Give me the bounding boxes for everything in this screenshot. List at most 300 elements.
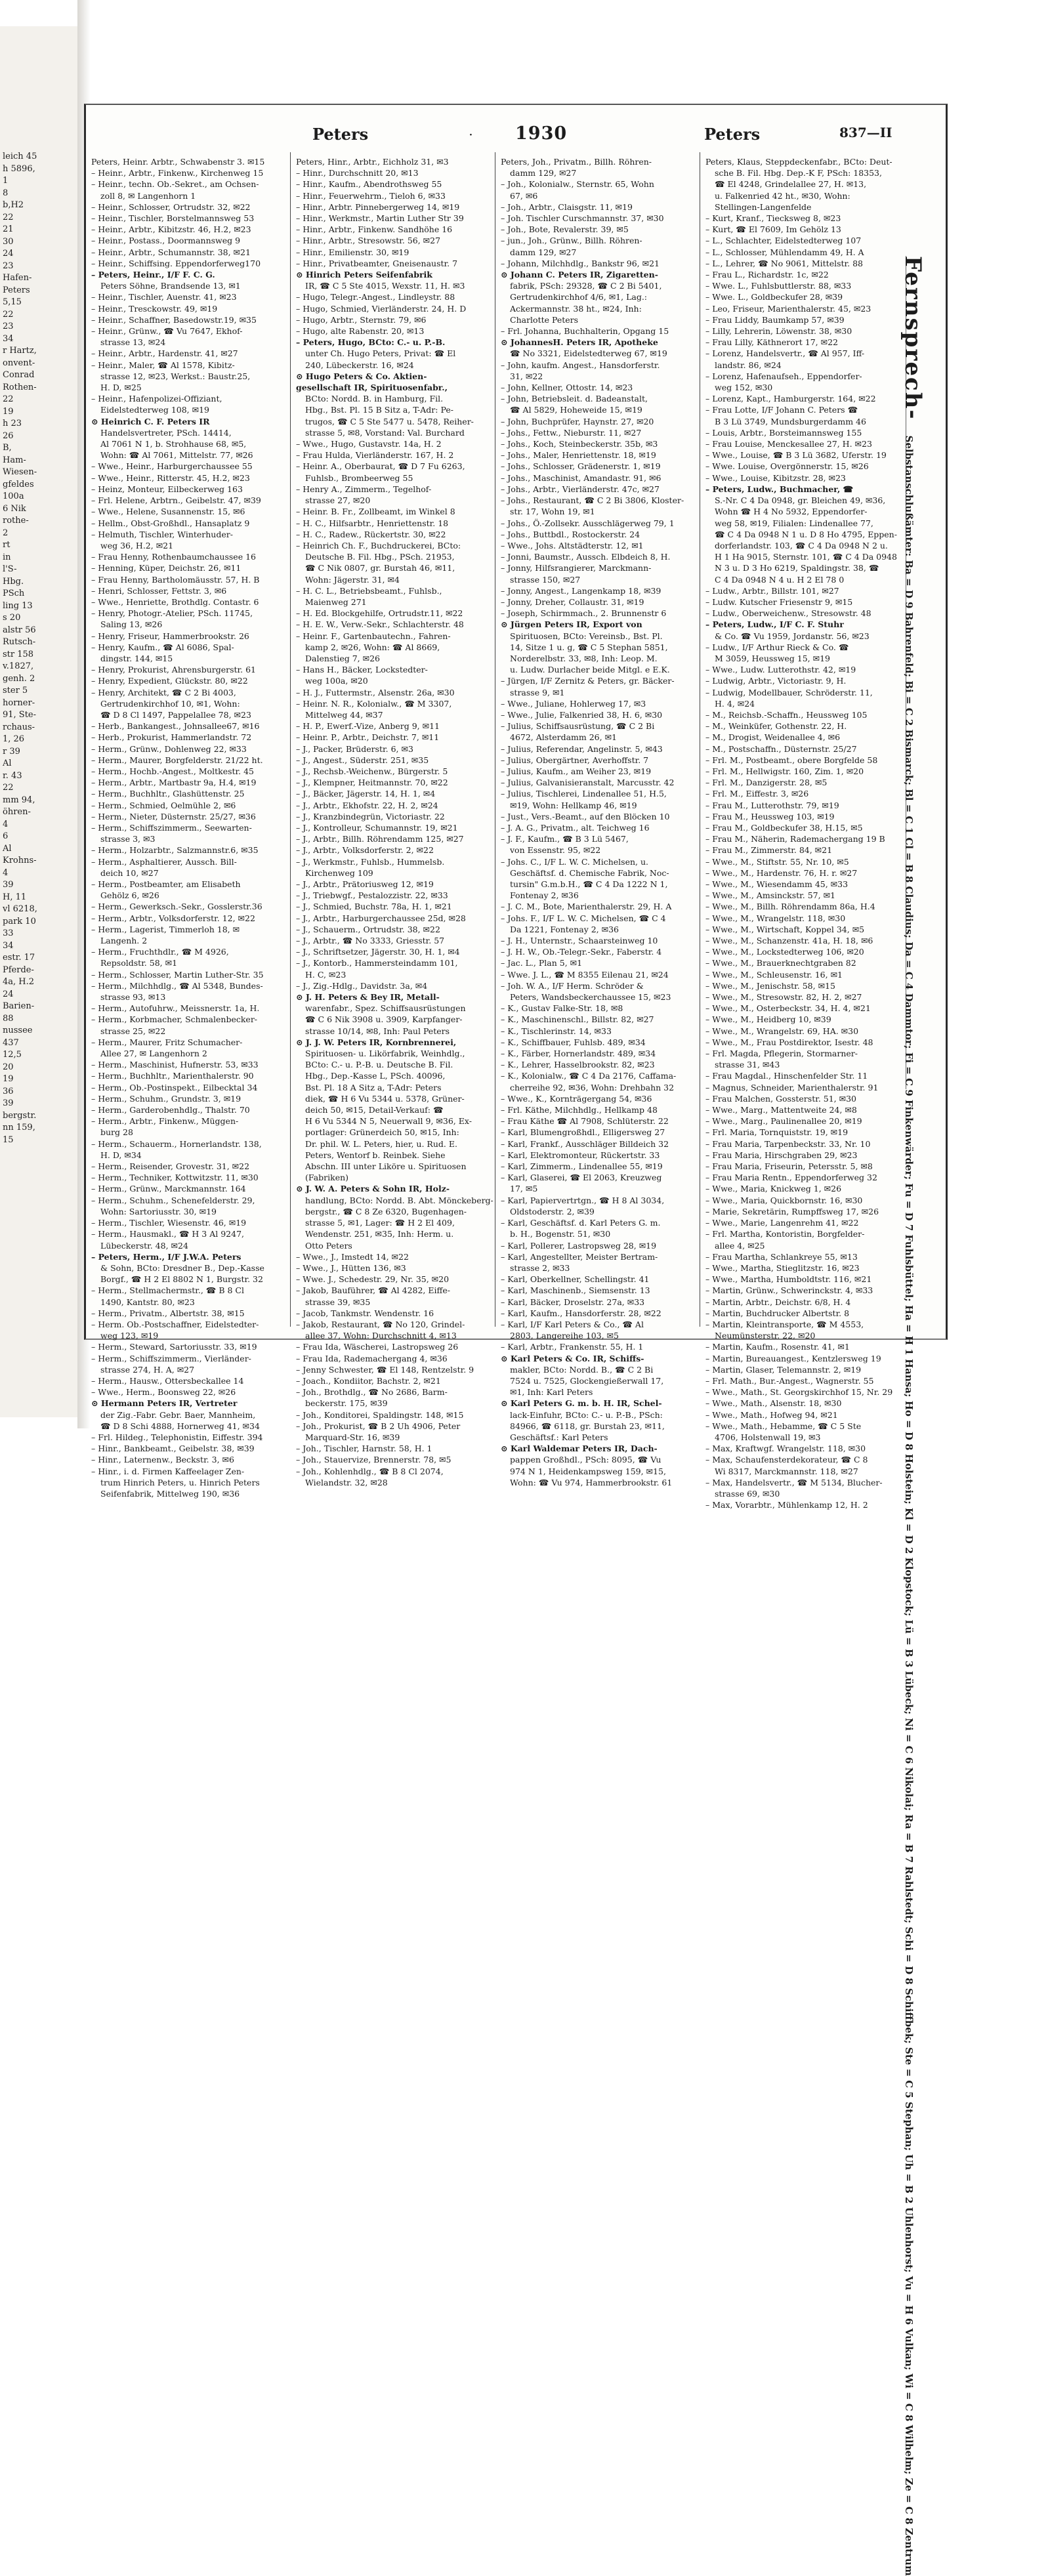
directory-entry: – Ludw., Oberweichenw., Stresowstr. 48 (705, 608, 872, 619)
previous-page-line: in (3, 552, 11, 562)
directory-entry: – J., Schmied, Buchstr. 78a, H. 1, ✉21 (296, 902, 452, 912)
directory-entry: – J., Rechsb.-Weichenw., Bürgerstr. 5 (296, 766, 448, 776)
directory-entry: Peters, Wandsbeckerchaussee 15, ✉23 (510, 992, 671, 1003)
directory-entry: – Wwe., Math., St. Georgskirchhof 15, Nr. 29 (705, 1387, 893, 1398)
directory-entry: handlung, BCto: Nordd. B. Abt. Mönckeberg- (305, 1195, 494, 1205)
directory-entry: – Frau M., Lutterothstr. 79, ✉19 (705, 800, 839, 810)
directory-entry: Wielandstr. 32, ✉28 (305, 1477, 388, 1487)
directory-entry: – Heinr. N. R., Kolonialw., ☎ M 3307, (296, 698, 452, 709)
directory-entry: Otto Peters (305, 1240, 352, 1251)
directory-entry: BCto: C.- u. P.-B. u. Deutsche B. Fil. (305, 1060, 453, 1070)
directory-entry: – Frau M., Heussweg 103, ✉19 (705, 811, 835, 821)
directory-entry: 240, Lübeckerstr. 16, ✉24 (305, 360, 414, 370)
directory-entry: ✉1, Inh: Karl Peters (510, 1387, 593, 1398)
directory-entry: – Wwe., M., Schleusenstr. 16, ✉1 (705, 969, 843, 980)
directory-entry: weg 152, ✉30 (715, 383, 773, 393)
directory-entry: – Herm., Korbmacher, Schmalenbecker- (91, 1014, 258, 1025)
firm-entry: gesellschaft IR, Spirituosenfabr., (296, 383, 448, 393)
directory-entry: – Frau Liddy, Baumkamp 57, ✉39 (705, 314, 845, 325)
directory-entry: – Wwe., Marie, Langenrehm 41, ✉22 (705, 1218, 859, 1228)
directory-entry: – Martin, Bureauangest., Kentzlersweg 19 (705, 1353, 881, 1363)
directory-entry: – Herm., Stellmachermstr., ☎ B 8 Cl (91, 1285, 244, 1296)
directory-entry: – Wwe., M., Wiesendamm 45, ✉33 (705, 879, 849, 889)
directory-entry: Dalenstieg 7, ✉26 (305, 653, 381, 663)
directory-entry: – Heinr., Schaffner, Basedowstr.19, ✉35 (91, 314, 257, 325)
previous-page-line: 4 (3, 819, 9, 829)
directory-entry: – Joh., Arbtr., Claisgstr. 11, ✉19 (501, 201, 633, 212)
directory-entry: – Wwe., Juliane, Hohlerweg 17, ✉3 (501, 698, 646, 709)
directory-entry: – Lorenz, Handelsvertr., ☎ Al 957, Iff- (705, 348, 865, 359)
previous-page-line: 15 (3, 1134, 14, 1145)
directory-entry: – Max, Schaufensterdekorateur, ☎ C 8 (705, 1455, 868, 1465)
directory-entry: strasse 93, ✉13 (100, 992, 166, 1003)
directory-entry: – Jonni, Baumstr., Aussch. Elbdeich 8, H. (501, 552, 671, 562)
directory-entry: – Heinr. P., Arbtr., Deichstr. 7, ✉11 (296, 732, 440, 743)
previous-page-line: 91, Ste- (3, 710, 37, 720)
directory-entry: – Leo, Friseur, Marienthalerstr. 45, ✉23 (705, 303, 872, 314)
directory-entry: – Karl, Frankf., Ausschläger Billdeich 32 (501, 1138, 669, 1149)
previous-page-line: Hbg. (3, 576, 24, 587)
directory-entry: – Hans H., Bäcker, Lockstedter- (296, 665, 428, 675)
directory-entry: – Herm., Hochb.-Angest., Moltkestr. 45 (91, 766, 254, 776)
directory-entry: – H. Ed. Blockgehilfe, Ortrudstr.11, ✉22 (296, 608, 463, 619)
previous-page-line: 36 (3, 1086, 14, 1096)
directory-entry: – Joh. W. A., I/F Herm. Schröder & (501, 980, 644, 991)
directory-entry: – Wwe. J., Schedestr. 29, Nr. 35, ✉20 (296, 1274, 450, 1285)
directory-entry: allee 4, ✉25 (715, 1240, 765, 1251)
directory-entry: – Frau M., Näherin, Rademachergang 19 B (705, 834, 885, 844)
directory-entry: weg 58, ✉19, Filialen: Lindenallee 77, (715, 518, 873, 528)
directory-entry: – Wwe., K., Kornträgergang 54, ✉36 (501, 1093, 652, 1104)
previous-page-line: Conrad (3, 370, 35, 380)
directory-entry: – Julius, Kaufm., am Weiher 23, ✉19 (501, 766, 652, 776)
directory-entry: Mittelweg 44, ✉37 (305, 709, 383, 720)
directory-entry: – Wwe., Math., Hofweg 94, ✉21 (705, 1409, 838, 1420)
previous-page-line: 437 (3, 1037, 19, 1048)
directory-entry: warenfabr., Spez. Schiffsausrüstungen (305, 1003, 466, 1014)
directory-entry: H. 4, ✉24 (715, 698, 755, 709)
previous-page-line: 22 (3, 783, 14, 793)
directory-entry: – Ludw., I/F Arthur Rieck & Co. ☎ (705, 642, 849, 652)
previous-page-line: r. 43 (3, 770, 22, 781)
directory-entry: – J., Arbtr., Harburgerchaussee 25d, ✉28 (296, 913, 466, 923)
directory-entry: Hbg., Dep.-Kasse L, PSch. 40096, (305, 1071, 446, 1081)
directory-entry: – Martin, Glaser, Telemannstr. 2, ✉19 (705, 1364, 862, 1375)
directory-entry: – Wwe., M., Stresowstr. 82, H. 2, ✉27 (705, 992, 862, 1003)
directory-entry: – Wwe., Louise, Kibitzstr. 28, ✉23 (705, 472, 846, 483)
directory-entry: – Martin, Kleintransporte, ☎ M 4553, (705, 1319, 864, 1329)
directory-entry: strasse 12, ✉23, Werkst.: Baustr.25, (100, 371, 251, 381)
directory-entry: – Heinr., Tischler, Borstelmannsweg 53 (91, 213, 255, 224)
previous-page-line: bergstr. (3, 1110, 37, 1121)
previous-page-line: Barien- (3, 1001, 35, 1011)
directory-entry: – Frau Louise, Menckesallee 27, H. ✉23 (705, 439, 872, 449)
directory-entry: – Wwe., Johs. Altstädterstr. 12, ✉1 (501, 540, 644, 551)
previous-page-line: 21 (3, 224, 14, 234)
directory-entry: – Jenny Schwester, ☎ El 148, Rentzelstr. 9 (296, 1364, 474, 1375)
column-3 (495, 152, 700, 1487)
directory-entry: Fuhlsb., Brombeerweg 55 (305, 472, 413, 483)
previous-page-line: genh. 2 (3, 673, 35, 684)
directory-entry: B 3 Lü 3749, Mundsburgerdamm 46 (715, 416, 866, 426)
directory-entry: der Zig.-Fabr. Gebr. Baer, Mannheim, (100, 1409, 256, 1420)
directory-entry: – Wwe., M., Amsinckstr. 57, ✉1 (705, 890, 835, 901)
directory-entry: – Herm., Schlosser, Martin Luther-Str. 35 (91, 969, 264, 980)
directory-entry: – Hinr., Durchschnitt 20, ✉13 (296, 168, 419, 178)
directory-entry: – J., Angest., Süderstr. 251, ✉35 (296, 755, 429, 765)
directory-entry: – Heinr., Arbtr., Finkenw., Kirchenweg 15 (91, 168, 264, 178)
directory-entry: – Wwe., M., Lockstedterweg 106, ✉20 (705, 947, 864, 957)
directory-entry: – Max, Handelsvertr., ☎ M 5134, Blucher- (705, 1477, 883, 1487)
previous-page-line: 6 (3, 831, 9, 841)
directory-entry: – Johs., Buttbdl., Rostockerstr. 24 (501, 529, 640, 539)
directory-entry: – J. C. M., Bote, Marienthalerstr. 29, H. A (501, 902, 672, 912)
directory-entry: – Wwe. Louise, Overgönnerstr. 15, ✉26 (705, 461, 869, 472)
directory-entry: – Heinr., Postass., Doormannsweg 9 (91, 236, 241, 246)
directory-entry: – Henry, Friseur, Hammerbrookstr. 26 (91, 631, 249, 641)
directory-entry: – Herm., Asphaltierer, Aussch. Bill- (91, 856, 237, 867)
directory-entry: – Johs., Ö.-Zollsekr. Ausschlägerweg 79, 1 (501, 518, 675, 528)
directory-entry: strasse 69, ✉30 (715, 1488, 780, 1499)
directory-entry: dingstr. 144, ✉15 (100, 653, 173, 663)
directory-entry: – Hinr., Werkmstr., Martin Luther Str 39 (296, 213, 464, 224)
directory-entry: – Julius, Referendar, Angelinstr. 5, ✉43 (501, 743, 663, 754)
directory-entry: u. Falkenried 42 ht., ✉30, Wohn: (715, 190, 850, 201)
directory-entry: landstr. 86, ✉24 (715, 360, 782, 370)
previous-page-lines (3, 151, 75, 1146)
directory-entry: – J., Arbtr., ☎ No 3333, Griesstr. 57 (296, 936, 445, 946)
directory-entry: Dr. phil. W. L. Peters, hier, u. Rud. E. (305, 1138, 457, 1149)
previous-page-line: 12,5 (3, 1050, 22, 1060)
directory-entry: – Hinr., Emilienstr. 30, ✉19 (296, 247, 410, 257)
directory-entry: – J. H. W., Ob.-Telegr.-Sekr., Faberstr. 4 (501, 947, 662, 957)
directory-entry: – Herm., Maschinist, Hufnerstr. 53, ✉33 (91, 1060, 259, 1070)
directory-entry: – Heinr., techn. Ob.-Sekret., am Ochsen- (91, 179, 259, 190)
previous-page-line: 4a, H.2 (3, 977, 35, 987)
previous-page-line: 23 (3, 260, 14, 271)
directory-entry: b. H., Bogenstr. 51, ✉30 (510, 1229, 611, 1239)
directory-entry: – Johs., Maschinist, Amandastr. 91, ✉6 (501, 472, 662, 483)
previous-page-line: ster 5 (3, 686, 28, 696)
directory-entry: S.-Nr. C 4 Da 0948, gr. Bleichen 49, ✉36, (715, 495, 886, 506)
directory-entry: Saling 13, ✉26 (100, 619, 163, 630)
directory-entry: ☎ D 8 Schi 4888, Hornerweg 41, ✉34 (100, 1421, 260, 1431)
previous-page-line: str 158 (3, 649, 34, 659)
directory-entry: Wohn: ☎ Vu 974, Hammerbrookstr. 61 (510, 1477, 673, 1487)
directory-entry: – Wwe., Martha, Stieglitzstr. 16, ✉23 (705, 1262, 860, 1273)
previous-page-line: l'S- (3, 564, 17, 574)
previous-page-line: ling 13 (3, 600, 33, 611)
previous-page-line: onvent- (3, 358, 35, 368)
previous-page-line: B, (3, 443, 12, 453)
directory-entry: 2803, Langereihe 103, ✉5 (510, 1331, 619, 1341)
directory-entry: – Hugo, Telegr.-Angest., Lindleystr. 88 (296, 292, 455, 302)
directory-entry: – Herm., Steward, Sartoriusstr. 33, ✉19 (91, 1342, 257, 1352)
directory-entry: – John, kaufm. Angest., Hansdorferstr. (501, 360, 660, 370)
previous-page-line: 26 (3, 430, 14, 441)
directory-entry: – Johs., Restaurant, ☎ C 2 Bi 3806, Kloster- (501, 495, 684, 506)
firm-entry: – Peters, Herm., I/F J.W.A. Peters (91, 1251, 242, 1262)
previous-page-line: rt (3, 540, 10, 550)
directory-entry: – M., Weinküfer, Gothenstr. 22, H. (705, 721, 847, 732)
directory-entry: – K., Schiffbauer, Fuhlsb. 489, ✉34 (501, 1037, 646, 1047)
directory-entry: – Herm., Schauerm., Hornerlandstr. 138, (91, 1138, 262, 1149)
directory-entry: – Herm., Fruchthdlr., ☎ M 4926, (91, 947, 229, 957)
directory-entry: – Heinr., Tischler, Auenstr. 41, ✉23 (91, 292, 237, 302)
previous-page-line: s 20 (3, 613, 21, 623)
telephone-exchange-banner (900, 256, 946, 2576)
directory-entry: – Karl, Angestellter, Meister Bertram- (501, 1251, 658, 1262)
previous-page-line: 34 (3, 940, 14, 951)
directory-entry: – Jürgen, I/F Zernitz & Peters, gr. Bäcker- (501, 676, 675, 686)
directory-entry: Kirchenweg 109 (305, 867, 373, 878)
directory-entry: – Herm., Schmied, Oelmühle 2, ✉6 (91, 800, 236, 810)
directory-entry: – Just., Vers.-Beamt., auf den Blöcken 10 (501, 811, 670, 821)
directory-entry: – Wwe., M., Brauerknechtgraben 82 (705, 958, 856, 968)
directory-entry: zoll 8, ✉ Langenhorn 1 (100, 190, 196, 201)
directory-entry: von Essenstr. 95, ✉22 (510, 845, 601, 856)
directory-entry: – Magnus, Schneider, Marienthalerstr. 91 (705, 1082, 879, 1092)
directory-entry: – Wwe., M., Heidberg 10, ✉39 (705, 1014, 831, 1025)
directory-entry: Wohn: ☎ Al 7061, Mittelstr. 77, ✉26 (100, 450, 253, 461)
directory-entry: – Frau Käthe ☎ Al 7908, Schlüterstr. 22 (501, 1116, 669, 1127)
previous-page-line: estr. 17 (3, 953, 35, 963)
directory-entry: – Hinr., Arbtr. Pinnebergerweg 14, ✉19 (296, 201, 460, 212)
previous-page-line: 39 (3, 1098, 14, 1108)
directory-entry: – Wwe., J., Imstedt 14, ✉22 (296, 1251, 409, 1262)
directory-entry: – Frau M., Zimmerstr. 84, ✉21 (705, 845, 833, 856)
directory-entry: – Karl, I/F Karl Peters & Co., ☎ Al (501, 1319, 644, 1329)
directory-entry: & Co. ☎ Vu 1959, Jordanstr. 56, ✉23 (715, 631, 870, 641)
directory-entry: – M., Reichsb.-Schaffn., Heussweg 105 (705, 709, 868, 720)
directory-entry: strasse 31, ✉43 (715, 1060, 780, 1070)
directory-entry: – Heinz, Monteur, Eilbeckerweg 163 (91, 484, 243, 494)
directory-entry: – Frau Maria, Friseurin, Petersstr. 5, ✉8 (705, 1161, 873, 1172)
directory-entry: – Julius, Tischlerei, Lindenallee 51, H.5, (501, 789, 667, 799)
previous-page-line: 34 (3, 333, 14, 344)
previous-page-line: nussee (3, 1026, 33, 1035)
directory-entry: – Herm., Holzarbtr., Salzmannstr.6, ✉35 (91, 845, 259, 856)
directory-entry: cherreihe 92, ✉36, Wohn: Drehbahn 32 (510, 1082, 675, 1092)
directory-entry: damm 129, ✉27 (510, 168, 577, 178)
directory-entry: – Herm., Grünw., Marckmannstr. 164 (91, 1184, 246, 1194)
directory-entry: – Kurt, ☎ El 7609, Im Gehölz 13 (705, 224, 841, 235)
directory-entry: – Lorenz, Hafenaufseh., Eppendorfer- (705, 371, 862, 381)
firm-entry: ⊙ Hinrich Peters Seifenfabrik (296, 270, 432, 280)
previous-page-line: 19 (3, 406, 14, 417)
firm-entry: ⊙ JohannesH. Peters IR, Apotheke (501, 337, 658, 348)
directory-entry: – Joh., Kohlenhdlg., ☎ B 8 Cl 2074, (296, 1466, 444, 1476)
directory-entry: – Frau Ida, Rademachergang 4, ✉36 (296, 1353, 448, 1363)
side-banner-text (900, 256, 926, 2576)
firm-entry: – Peters, Hugo, BCto: C.- u. P.-B. (296, 337, 446, 348)
directory-entry: Wohn ☎ H 4 No 5932, Eppendorfer- (715, 507, 868, 517)
directory-entry: Repsoldstr. 58, ✉1 (100, 958, 178, 968)
directory-entry: – J., Werkmstr., Fuhlsb., Hummelsb. (296, 856, 445, 867)
firm-entry: – Peters, Ludw., Buchmacher, ☎ (705, 484, 854, 494)
directory-entry: – Frl. M., Hellwigstr. 160, Zim. 1, ✉20 (705, 766, 864, 776)
directory-entry: Spirituosen, BCto: Vereinsb., Bst. Pl. (510, 631, 663, 641)
previous-page-line: h 23 (3, 419, 22, 428)
directory-entry: – Frau Magdal., Hinschenfelder Str. 11 (705, 1071, 868, 1081)
directory-entry: – Louis, Arbtr., Borsteimannsweg 155 (705, 427, 862, 438)
directory-entry: – Johs., Maler, Henriettenstr. 18, ✉19 (501, 450, 656, 461)
directory-entry: – Karl, Glaserei, ☎ El 2063, Kreuzweg (501, 1173, 662, 1183)
directory-entry: – Henry, Prokurist, Ahrensburgerstr. 61 (91, 665, 257, 675)
directory-entry: IR, ☎ C 5 Ste 4015, Wexstr. 11, H. ✉3 (305, 281, 465, 291)
previous-page-edge (0, 0, 79, 1428)
directory-entry: trugos, ☎ C 5 Ste 5477 u. 5478, Reiher- (305, 416, 474, 426)
directory-entry: – Martin, Grünw., Schwerinckstr. 4, ✉33 (705, 1285, 873, 1296)
directory-entry: Peters Söhne, Brandsende 13, ✉1 (100, 281, 241, 291)
directory-entry: – Herm., Maurer, Borgfelderstr. 21/22 ht. (91, 755, 263, 765)
directory-entry: – Frau Maria, Hirschgraben 29, ✉23 (705, 1150, 858, 1160)
firm-entry: ⊙ Hermann Peters IR, Vertreter (91, 1398, 238, 1409)
previous-page-line: 100a (3, 491, 24, 501)
side-banner-exchange-list: Selbstanschlußämter: Ba = D 9 Bahrenfeld; Bi = C 2 Bismarck; Bl = C 1 Cl = B 8 Claudius; Da = C 4 Dammtor; Fi = C 9 Finkenwärder; Fu = D 7 Fuhlsbüttel; Ha = H 1 Hansa; Ho = D 8 Holstein; Kl = D 2 Klopstock; Lü = B 3 Lübeck; Ni = C 6 Nikolai; Ra = B 7 Rahlstedt; Schi = D 8 Schiffbek; Ste = C 5 Stephan; Uh = B 2 Uhlenhorst; Vu = H 6 Vulkan; Wi = C 8 Wilhelm; Ze = C 8 Zentrum (903, 435, 915, 2576)
directory-entry: – J., Zig.-Hdlg., Davidstr. 3a, ✉4 (296, 980, 428, 991)
directory-entry: – J., Arbtr., Volksdorferstr. 2, ✉22 (296, 845, 434, 856)
directory-entry: kamp 2, ✉26, Wohn: ☎ Al 8669, (305, 642, 440, 652)
previous-page-line: 4 (3, 867, 9, 878)
directory-entry: strasse 2, ✉33 (510, 1262, 570, 1273)
directory-entry: – Herm., Schiffszimmerm., Vierländer- (91, 1353, 251, 1363)
directory-entry: str. 17, Wohn 19, ✉1 (510, 507, 595, 517)
directory-entry: 67, ✉6 (510, 190, 538, 201)
directory-entry: – Wwe., M., Wrangelstr. 118, ✉30 (705, 913, 846, 923)
directory-entry: – Herm., Lagerist, Timmerloh 18, ✉ (91, 924, 240, 934)
directory-entry: – Karl, Oberkellner, Schellingstr. 41 (501, 1274, 650, 1285)
directory-entry: – Wwe., M., Frau Postdirektor, Isestr. 48 (705, 1037, 873, 1047)
directory-entry: – Frau M., Goldbeckufer 38, H.15, ✉5 (705, 822, 863, 833)
firm-entry: ⊙ Karl Peters & Co. IR, Schiffs- (501, 1353, 644, 1363)
firm-entry: ⊙ Heinrich C. F. Peters IR (91, 416, 210, 426)
directory-entry: – Henry, Kaufm., ☎ Al 6086, Spal- (91, 642, 234, 652)
directory-entry: 1490, Kantstr. 80, ✉23 (100, 1297, 195, 1307)
directory-entry: – Herm., Ob.-Postinspekt., Eilbecktal 34 (91, 1082, 258, 1092)
directory-entry: – Heinr., Maler, ☎ Al 1578, Kibitz- (91, 360, 235, 370)
directory-entry: makler, BCto: Nordd. B., ☎ C 2 Bi (510, 1364, 654, 1375)
directory-entry: – Heinr., Grünw., ☎ Vu 7647, Ekhof- (91, 326, 243, 337)
directory-entry: – Martin, Buchdrucker Albertstr. 8 (705, 1308, 850, 1318)
directory-entry: deich 50, ✉15, Detail-Verkauf: ☎ (305, 1105, 444, 1115)
directory-entry: – John, Betriebsleit. d. Badeanstalt, (501, 394, 648, 404)
directory-entry: – Frau L., Richardstr. 1c, ✉22 (705, 270, 829, 280)
directory-entry: – Herm., Arbtr., Finkenw., Müggen- (91, 1116, 239, 1127)
directory-entry: – Karl, Zimmerm., Lindenallee 55, ✉19 (501, 1161, 663, 1172)
directory-entry: – Frl. Maria, Tornquiststr. 19, ✉19 (705, 1127, 849, 1138)
directory-entry: – Herm., Hausmakl., ☎ H 3 Al 9247, (91, 1229, 245, 1239)
directory-entry: – Herm., Grünw., Dohlenweg 22, ✉33 (91, 743, 247, 754)
directory-entry: – Frau Lotte, I/F Johann C. Peters ☎ (705, 405, 858, 415)
directory-entry: – Hugo, Schmied, Vierländerstr. 24, H. D (296, 303, 467, 314)
directory-entry: Wohn: Jägerstr. 31, ✉4 (305, 574, 400, 585)
directory-entry: 14, Sitze 1 u. g, ☎ C 5 Stephan 5851, (510, 642, 668, 652)
directory-entry: – Johs., Koch, Steinbeckerstr. 35b, ✉3 (501, 439, 658, 449)
directory-entry: – Wwe., M., Schanzenstr. 41a, H. 18, ✉6 (705, 936, 873, 946)
previous-page-line: Hafen- (3, 273, 32, 283)
directory-entry: – Wwe., Math., Hebamme, ☎ C 5 Ste (705, 1421, 862, 1431)
directory-entry: – Herb., Prokurist, Hammerlandstr. 72 (91, 732, 252, 743)
directory-entry: Gertrudenkirchhof 10, ✉1, Wohn: (100, 698, 240, 709)
directory-entry: – J., Bäcker, Jägerstr. 14, H. 1, ✉4 (296, 789, 436, 799)
directory-entry: – Wwe., Marg., Paulinenallee 20, ✉19 (705, 1116, 862, 1127)
directory-entry: Wohn: Sartoriusstr. 30, ✉19 (100, 1206, 217, 1216)
directory-entry: – Hinr., Privatbeamter, Gneisenaustr. 7 (296, 258, 458, 268)
directory-entry: – Karl, Papiervertrtgn., ☎ H 8 Al 3034, (501, 1195, 665, 1205)
directory-entry: ☎ C Nik 0807, gr. Burstah 46, ✉11, (305, 563, 455, 573)
directory-entry: diek, ☎ H 6 Vu 5344 u. 5378, Grüner- (305, 1093, 465, 1104)
directory-entry: – Wwe., Maria, Knickweg 1, ✉26 (705, 1184, 842, 1194)
directory-entry: – J., Arbtr., Ekhofstr. 22, H. 2, ✉24 (296, 800, 438, 810)
directory-entry: H. C, ✉23 (305, 969, 346, 980)
directory-entry: – Joach., Kondiitor, Bachstr. 2, ✉21 (296, 1375, 441, 1386)
directory-entry: lack-Einfuhr, BCto: C.- u. P.-B., PSch: (510, 1409, 663, 1420)
directory-entry: – Frau Ida, Wäscherei, Lastropsweg 26 (296, 1342, 459, 1352)
previous-page-line: 22 (3, 309, 14, 320)
entry-columns (86, 152, 906, 1510)
directory-entry: allee 37, Wohn: Durchschnitt 4, ✉13 (305, 1331, 457, 1341)
directory-entry: – Karl, Elektromonteur, Rückertstr. 33 (501, 1150, 660, 1160)
column-4 (700, 152, 905, 1510)
previous-page-line: Ham- (3, 455, 26, 465)
previous-page-line: r Hartz, (3, 346, 37, 356)
directory-entry: – John, Buchprüfer, Haynstr. 27, ✉20 (501, 416, 654, 426)
directory-entry: – Ludw., Arbtr., Billstr. 101, ✉27 (705, 585, 839, 596)
directory-entry: – Wwe., Martha, Humboldtstr. 116, ✉21 (705, 1274, 872, 1285)
directory-entry: strasse 39, ✉35 (305, 1297, 371, 1307)
directory-entry: – Martin, Arbtr., Deichstr. 6/8, H. 4 (705, 1297, 851, 1307)
directory-entry: 4672, Alsterdamm 26, ✉1 (510, 732, 618, 743)
previous-page-line: Pferde- (3, 965, 34, 975)
directory-entry: – J. F., Kaufm., ☎ B 3 Lü 5467, (501, 834, 629, 844)
directory-entry: – Wwe., M., Hardenstr. 76, H. r. ✉27 (705, 867, 858, 878)
previous-page-line: nn 159, (3, 1123, 35, 1132)
directory-entry: – Joh., Prokurist, ☎ B 2 Uh 4906, Peter (296, 1421, 461, 1431)
directory-entry: – Lilly, Lehrerin, Löwenstr. 38, ✉30 (705, 326, 852, 337)
directory-entry: – L., Lehrer, ☎ No 9061, Mittelstr. 88 (705, 258, 863, 268)
previous-page-line: Krohns- (3, 856, 37, 865)
directory-entry: – Henri, Schlosser, Fettstr. 3, ✉6 (91, 585, 227, 596)
directory-entry: 4706, Holstenwall 19, ✉3 (715, 1432, 821, 1442)
directory-entry: – M., Postschaffn., Düsternstr. 25/27 (705, 743, 857, 754)
directory-entry: N 3 u. D 3 Ho 6219, Spaldingstr. 38, ☎ (715, 563, 879, 573)
directory-entry: – Frl. M., Postbeamt., obere Borgfelde 58 (705, 755, 878, 765)
directory-entry: – Herm., Techniker, Kottwitzstr. 11, ✉30 (91, 1173, 259, 1183)
directory-entry: – Joseph, Schirmmach., 2. Brunnenstr 6 (501, 608, 667, 619)
directory-entry: – Frl. M., Danzigerstr. 28, ✉5 (705, 778, 828, 788)
previous-page-line: Al (3, 843, 12, 854)
directory-entry: burg 28 (100, 1127, 133, 1138)
directory-entry: fabrik, PSch: 29328, ☎ C 2 Bi 5401, (510, 281, 662, 291)
directory-entry: – Herm., Privatm., Albertstr. 38, ✉15 (91, 1308, 245, 1318)
directory-entry: – Herm., Reisender, Grovestr. 31, ✉22 (91, 1161, 250, 1172)
directory-entry: – Johs., Arbtr., Vierländerstr. 47c, ✉27 (501, 484, 660, 494)
directory-entry: – Wwe., Hugo, Gustavstr. 14a, H. 2 (296, 439, 442, 449)
previous-page-line: Al (3, 758, 12, 768)
directory-entry: – Herm., Schiffszimmerm., Seewarten- (91, 822, 252, 833)
directory-entry: Allee 27, ✉ Langenhorn 2 (100, 1049, 207, 1059)
directory-entry: Abschn. III unter Liköre u. Spirituosen (305, 1161, 467, 1172)
directory-entry: – Wwe., M., Stiftstr. 55, Nr. 10, ✉5 (705, 856, 849, 867)
directory-entry: – Julius, Obergärtner, Averhoffstr. 7 (501, 755, 649, 765)
directory-entry: Wendenstr. 251, ✉35, Inh: Herm. u. (305, 1229, 454, 1239)
directory-entry: – Karl, Geschäftsf. d. Karl Peters G. m. (501, 1218, 661, 1228)
directory-entry: – Julius, Schiffsausrüstung, ☎ C 2 Bi (501, 721, 655, 732)
directory-entry: Da 1221, Fontenay 2, ✉36 (510, 924, 620, 934)
directory-entry: Geschäftsf.: Karl Peters (510, 1432, 608, 1442)
page-header (86, 105, 946, 148)
